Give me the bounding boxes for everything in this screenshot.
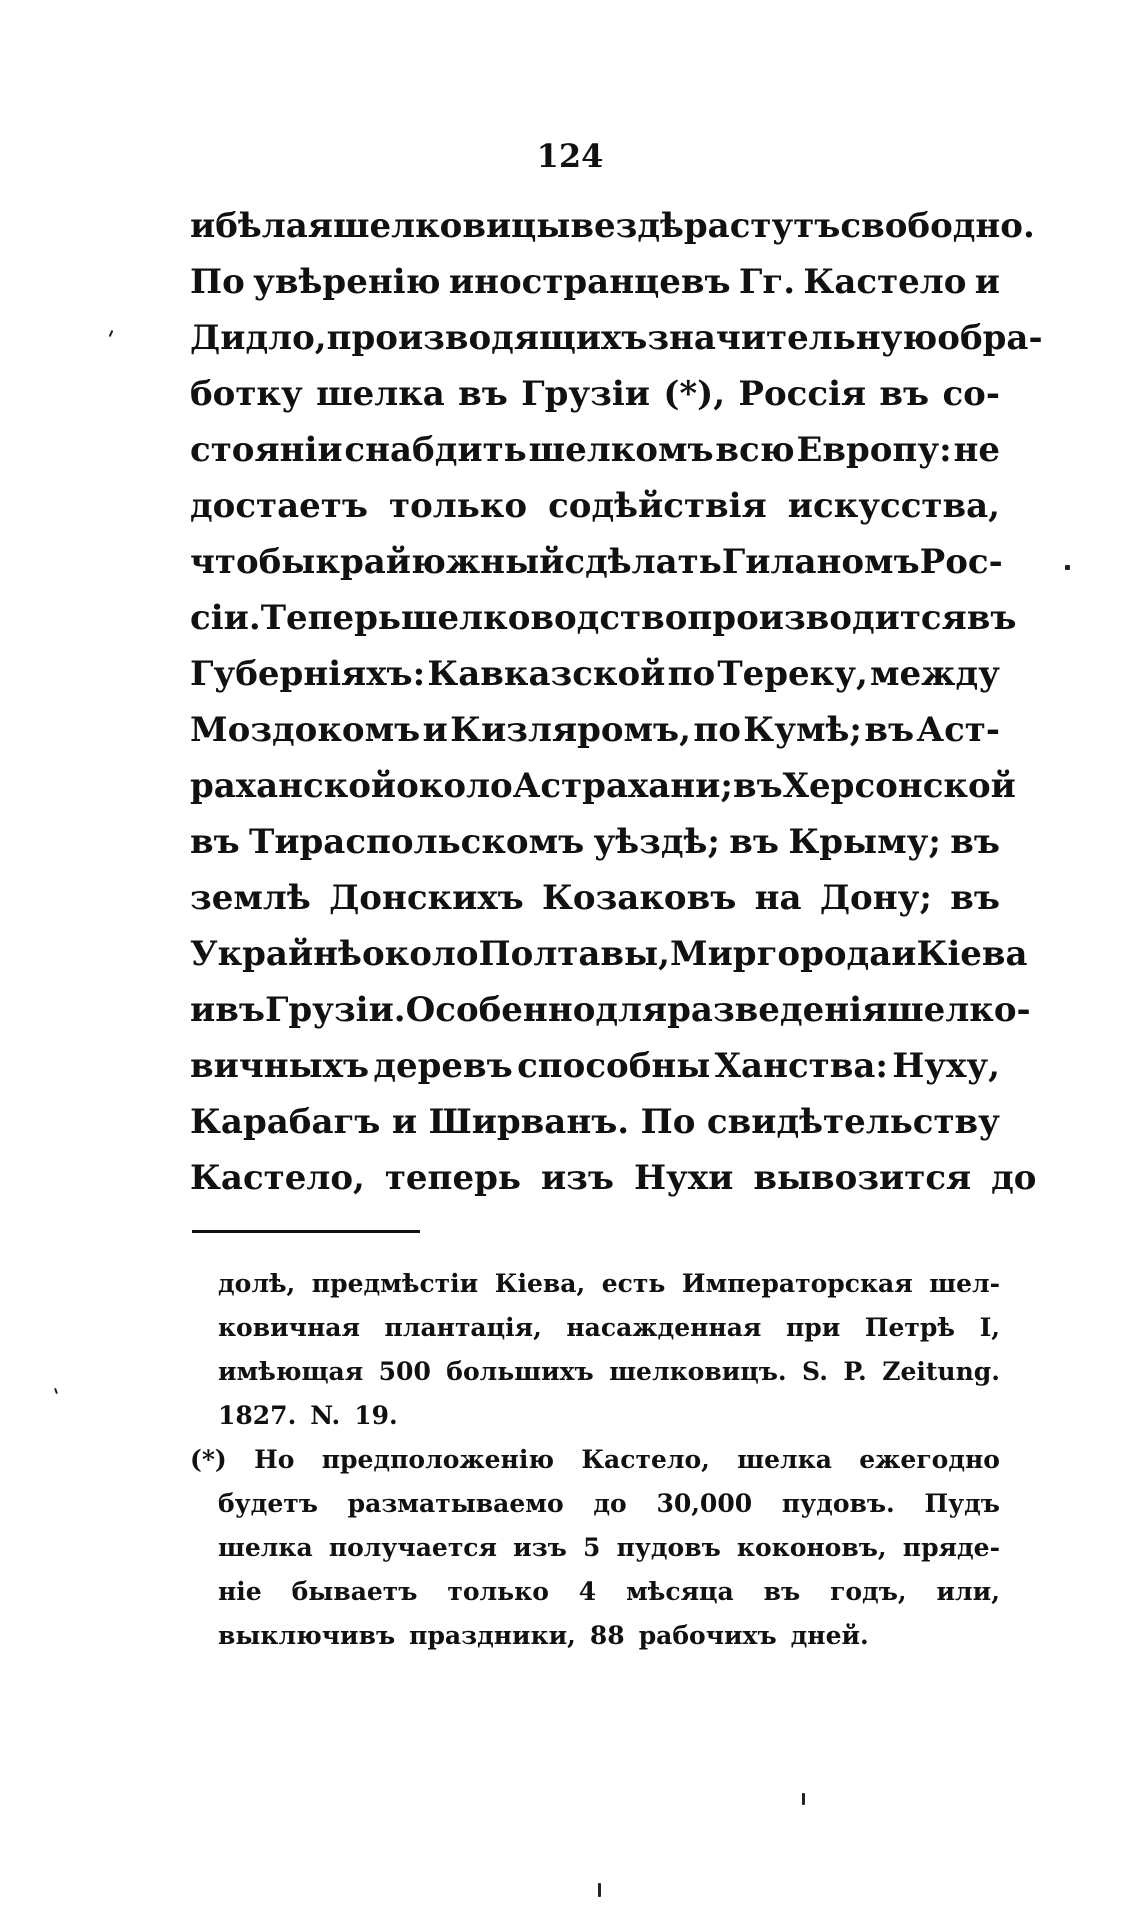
- text-line: Карабагъ и Ширванъ. По свидѣтельству: [190, 1102, 1000, 1142]
- text-line: чтобы край южный сдѣлать Гиланомъ Рос-: [190, 542, 1003, 582]
- text-line: и въ Грузіи. Особенно для разведенія шелко-: [190, 990, 1031, 1030]
- text-line: вичныхъ деревъ способны Ханства: Нуху,: [190, 1046, 1000, 1086]
- print-speck: [109, 330, 114, 337]
- footnote-line: ніе бываетъ только 4 мѣсяца въ годъ, или,: [218, 1577, 1000, 1606]
- text-line: По увѣренію иностранцевъ Гг. Кастело и: [190, 262, 1000, 302]
- print-speck: [802, 1793, 805, 1805]
- print-speck: [1065, 565, 1070, 570]
- text-line: Моздокомъ и Кизляромъ, по Кумѣ; въ Аст-: [190, 710, 1000, 750]
- text-line: землѣ Донскихъ Козаковъ на Дону; въ: [190, 878, 1000, 918]
- text-line: Губерніяхъ: Кавказской по Тереку, между: [190, 654, 1000, 694]
- footnote-line: выключивъ праздники, 88 рабочихъ дней.: [218, 1621, 869, 1650]
- footnote-line: (*) Но предположенію Кастело, шелка ежегодно: [190, 1445, 1000, 1474]
- footnote-line: шелка получается изъ 5 пудовъ коконовъ, пряде-: [218, 1533, 1000, 1562]
- text-line: въ Тираспольскомъ уѣздѣ; въ Крыму; въ: [190, 822, 1000, 862]
- footnote-line: 1827. N. 19.: [218, 1401, 398, 1430]
- page-number: 124: [536, 137, 604, 175]
- text-line: сіи. Теперь шелководство производится въ: [190, 598, 1017, 638]
- footnote-line: имѣющая 500 большихъ шелковицъ. S. P. Zeitung.: [218, 1357, 1000, 1386]
- main-text: [190, 198, 1043, 1206]
- text-line: Украйнѣ около Полтавы, Миргорода и Кіева: [190, 934, 1028, 974]
- text-line: и бѣлая шелковицы вездѣ растутъ свободно.: [190, 206, 1035, 246]
- footnotes: [190, 1262, 1000, 1658]
- print-speck: [54, 1388, 58, 1394]
- text-line: Кастело, теперь изъ Нухи вывозится до: [190, 1158, 1037, 1198]
- print-speck: [598, 1883, 601, 1897]
- footnote-line: будетъ разматываемо до 30,000 пудовъ. Пудъ: [218, 1489, 1000, 1518]
- text-line: Дидло, производящихъ значительную обра-: [190, 318, 1043, 358]
- text-line: ботку шелка въ Грузіи (*), Россія въ со-: [190, 374, 1000, 414]
- footnote-line: ковичная плантація, насажденная при Петрѣ I,: [218, 1313, 1000, 1342]
- footnote-rule: [192, 1230, 420, 1233]
- text-line: достаетъ только содѣйствія искусства,: [190, 486, 1000, 526]
- footnote-line: долѣ, предмѣстіи Кіева, есть Императорская шел-: [218, 1269, 1000, 1298]
- text-line: раханской около Астрахани; въ Херсонской: [190, 766, 1016, 806]
- text-line: стояніи снабдить шелкомъ всю Европу: не: [190, 430, 1000, 470]
